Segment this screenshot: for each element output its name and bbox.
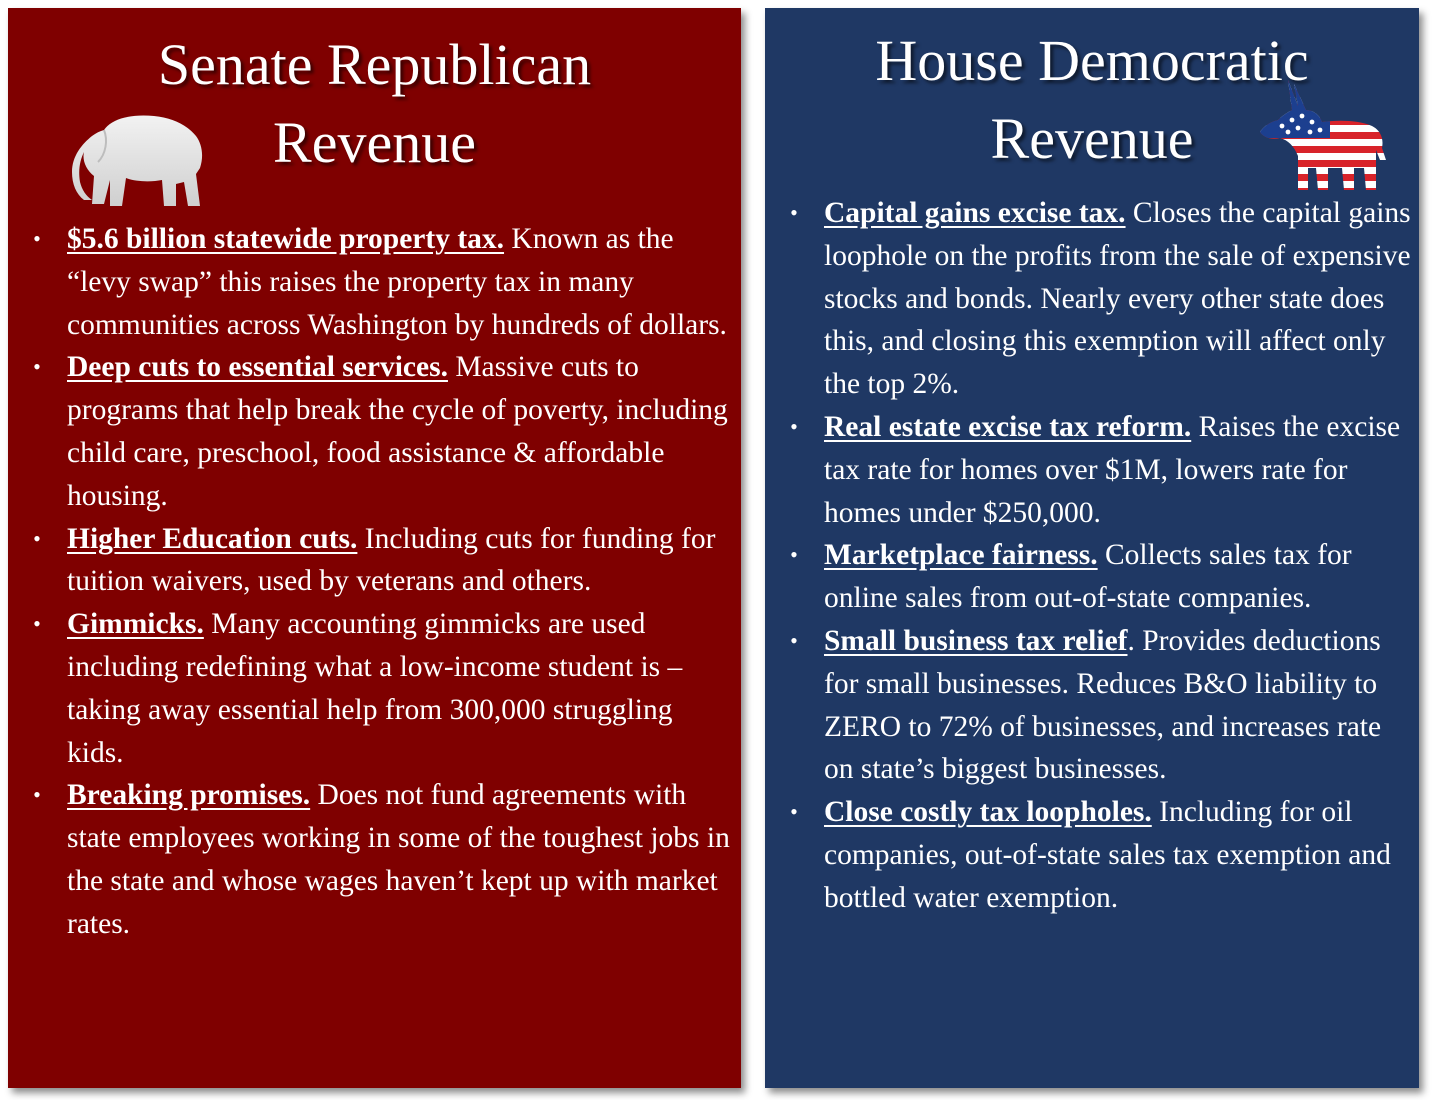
item-heading: Deep cuts to essential services.: [67, 351, 448, 384]
item-heading: Capital gains excise tax.: [824, 197, 1126, 229]
item-heading: Small business tax relief: [824, 624, 1128, 657]
senate-republican-panel: [8, 8, 741, 1088]
bullet: •: [33, 525, 41, 551]
republican-items-list: [33, 218, 732, 946]
item-heading: Close costly tax loopholes.: [824, 796, 1152, 829]
item-text: Known as the “levy swap” this raises the property tax in many communities across Washington by hundreds of dollars.: [67, 223, 727, 341]
list-item: [790, 620, 1414, 791]
list-item: [33, 518, 732, 604]
bullet: •: [790, 799, 798, 825]
bullet: •: [790, 627, 798, 653]
bullet: •: [790, 200, 798, 225]
item-text: Massive cuts to programs that help break the cycle of poverty, including child care, preschool, food assistance & affordable housing.: [67, 351, 728, 512]
bullet: •: [33, 611, 41, 637]
item-heading: Higher Education cuts.: [67, 522, 358, 555]
title-line-1: Senate Republican: [157, 32, 592, 97]
bullet: •: [790, 413, 798, 439]
title-line-2: Revenue: [273, 110, 476, 175]
list-item: [33, 346, 732, 517]
elephant-icon: [68, 110, 208, 210]
list-item: [790, 534, 1414, 620]
house-democratic-panel: [765, 8, 1419, 1088]
item-text: Raises the excise tax rate for homes over $1M, lowers rate for homes under $250,000.: [824, 410, 1401, 529]
item-text: . Provides deductions for small businesses. Reduces B&O liability to ZERO to 72% of businesses, and increases rate on state’s biggest businesses.: [824, 624, 1382, 786]
item-heading: Marketplace fairness.: [824, 539, 1098, 572]
item-text: Including cuts for funding for tuition waivers, used by veterans and others.: [67, 522, 716, 598]
item-text: Does not fund agreements with state employees working in some of the toughest jobs in the state and whose wages haven’t kept up with market rates.: [67, 779, 730, 940]
bullet: •: [33, 226, 41, 251]
item-text: Closes the capital gains loophole on the profits from the sale of expensive stocks and bonds. Nearly every other state does this, and closing this exemption will affect only the top 2%.: [824, 197, 1411, 401]
item-heading: Gimmicks.: [67, 608, 204, 641]
title-line-2: Revenue: [990, 106, 1194, 171]
bullet: •: [33, 782, 41, 808]
title-line-1: House Democratic: [875, 28, 1309, 93]
list-item: [33, 603, 732, 774]
list-item: [790, 791, 1414, 919]
list-item: [33, 774, 732, 945]
donkey-icon: [1258, 76, 1388, 196]
bullet: •: [33, 354, 41, 380]
list-item: [33, 218, 732, 346]
bullet: •: [790, 542, 798, 568]
item-heading: Real estate excise tax reform.: [824, 410, 1192, 443]
list-item: [790, 406, 1414, 534]
item-text: Many accounting gimmicks are used including redefining what a low-income student is – taking away essential help from 300,000 struggling kids.: [67, 608, 683, 769]
list-item: [790, 192, 1414, 406]
item-heading: $5.6 billion statewide property tax.: [67, 223, 505, 255]
item-text: Including for oil companies, out-of-state sales tax exemption and bottled water exemption.: [824, 796, 1391, 914]
item-text: Collects sales tax for online sales from out-of-state companies.: [824, 539, 1352, 615]
democratic-items-list: [790, 192, 1414, 920]
item-heading: Breaking promises.: [67, 779, 311, 812]
